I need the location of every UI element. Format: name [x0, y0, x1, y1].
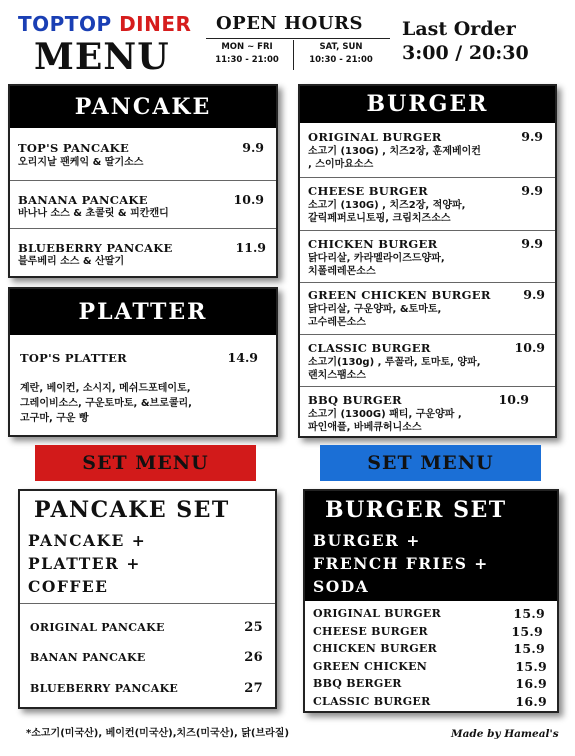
set-item-price: 15.9	[511, 624, 543, 639]
item-name: GREEN CHICKEN BURGER	[308, 288, 491, 302]
set-item-price: 26	[244, 650, 263, 665]
desc-line: 닭다리살, 구운양파, &토마토,	[308, 304, 442, 315]
desc-line: , 스이마요소스	[308, 159, 374, 170]
pancake-item	[10, 228, 276, 277]
pancake-item	[10, 128, 276, 180]
platter-price: 14.9	[227, 350, 258, 365]
burger-item	[300, 334, 555, 387]
set-menu-banner-left: SET MENU	[35, 445, 256, 481]
brand-part1: TOPTOP	[18, 12, 112, 36]
item-name: BBQ BURGER	[308, 393, 402, 407]
set-item-price: 15.9	[513, 606, 545, 621]
burger-title: BURGER	[300, 86, 555, 123]
desc-line: 소고기 (130G) , 치즈2장, 훈제베이컨	[308, 146, 481, 157]
set-item-name: BANAN PANCAKE	[30, 651, 146, 664]
desc-line: 파인애플, 바베큐허니소스	[308, 422, 422, 433]
set-item-name: CHICKEN BURGER	[313, 642, 438, 655]
item-name: CHICKEN BURGER	[308, 237, 438, 251]
set-item-price: 16.9	[515, 676, 547, 691]
pancake-item	[10, 180, 276, 229]
set-item-price: 25	[244, 620, 263, 635]
set-item-name: CLASSIC BURGER	[313, 695, 431, 708]
set-item-name: BLUEBERRY PANCAKE	[30, 682, 179, 695]
hours-separator	[293, 40, 294, 70]
set-item-name: BBQ BERGER	[313, 677, 402, 690]
item-price: 10.9	[233, 192, 264, 207]
item-desc	[308, 145, 481, 171]
item-desc	[308, 303, 441, 329]
platter-title: PLATTER	[10, 289, 276, 335]
burger-section	[298, 84, 557, 438]
pancake-set-title: PANCAKE SET	[34, 497, 230, 523]
platter-section	[8, 287, 278, 437]
desc-line: 그레이비소스, 구운토마토, &브로콜리,	[20, 398, 192, 409]
set-item-name: CHEESE BURGER	[313, 625, 428, 638]
set-item-name: ORIGINAL BURGER	[313, 607, 442, 620]
item-name: CHEESE BURGER	[308, 184, 428, 198]
item-desc	[308, 199, 465, 225]
item-desc: 바나나 소스 & 초콜릿 & 피칸캔디	[18, 208, 169, 219]
burger-item	[300, 123, 555, 177]
desc-line: 고구마, 구운 빵	[20, 413, 89, 424]
weekend-hours	[298, 41, 384, 67]
pancake-set-includes	[28, 529, 146, 598]
weekday-label: MON ~ FRI	[221, 42, 273, 52]
desc-line: 소고기 (1300G) 패티, 구운양파 ,	[308, 409, 462, 420]
item-price: 9.9	[521, 236, 543, 251]
platter-desc	[20, 381, 192, 426]
set-item-price: 27	[244, 681, 263, 696]
item-name: ORIGINAL BURGER	[308, 130, 442, 144]
weekend-label: SAT, SUN	[319, 42, 363, 52]
item-desc: 오리지날 팬케익 & 딸기소스	[18, 157, 144, 168]
set-item-price: 15.9	[515, 659, 547, 674]
item-price: 9.9	[521, 183, 543, 198]
pancake-section	[8, 84, 278, 278]
burger-item	[300, 386, 555, 437]
pancake-title: PANCAKE	[10, 86, 276, 128]
burger-item	[300, 282, 555, 335]
brand-name	[18, 12, 191, 36]
desc-line: 랜치스팸소스	[308, 370, 366, 381]
item-name: CLASSIC BURGER	[308, 341, 431, 355]
pancake-set-section	[18, 489, 277, 709]
item-price: 10.9	[514, 340, 545, 355]
desc-line: 닭다리살, 카라멜라이즈드양파,	[308, 253, 445, 264]
burger-set-section	[303, 489, 559, 713]
platter-name: TOP'S PLATTER	[20, 351, 128, 365]
desc-line: 고수레몬소스	[308, 317, 366, 328]
set-menu-banner-right: SET MENU	[320, 445, 541, 481]
desc-line: 소고기 (130G) , 치즈2장, 적양파,	[308, 200, 466, 211]
item-name: BLUEBERRY PANCAKE	[18, 241, 173, 255]
desc-line: 치폴레레몬소스	[308, 266, 376, 277]
desc-line: 계란, 베이컨, 소시지, 메쉬드포테이토,	[20, 383, 191, 394]
set-item-price: 16.9	[515, 694, 547, 709]
set-item-name: GREEN CHICKEN	[313, 660, 428, 673]
burger-set-title: BURGER SET	[325, 497, 507, 523]
item-price: 9.9	[523, 287, 545, 302]
item-name: TOP'S PANCAKE	[18, 141, 130, 155]
hours-divider-line	[206, 38, 390, 39]
item-desc	[308, 252, 445, 278]
item-price: 11.9	[235, 240, 266, 255]
last-order-times: 3:00 / 20:30	[402, 42, 529, 64]
include-line: SODA	[313, 577, 370, 596]
weekday-time: 11:30 - 21:00	[215, 55, 279, 65]
item-desc	[308, 356, 481, 382]
set-item-name: ORIGINAL PANCAKE	[30, 621, 165, 634]
burger-item	[300, 230, 555, 283]
weekday-hours	[204, 41, 290, 67]
set-item-price: 15.9	[513, 641, 545, 656]
weekend-time: 10:30 - 21:00	[309, 55, 373, 65]
origin-note: *소고기(미국산), 베이컨(미국산),치즈(미국산), 닭(브라질)	[26, 728, 290, 739]
include-line: FRENCH FRIES +	[313, 554, 489, 573]
set-divider	[20, 603, 275, 604]
item-price: 9.9	[242, 140, 264, 155]
burger-item	[300, 177, 555, 231]
desc-line: 소고기(130g) , 루꼴라, 토마토, 양파,	[308, 357, 481, 368]
brand-part2: DINER	[119, 12, 192, 36]
desc-line: 갈릭페퍼로니토핑, 크림치즈소스	[308, 213, 451, 224]
burger-set-includes	[313, 529, 489, 598]
menu-title: MENU	[34, 36, 170, 78]
open-hours-title: OPEN HOURS	[216, 13, 363, 34]
include-line: BURGER +	[313, 531, 421, 550]
include-line: COFFEE	[28, 577, 109, 596]
item-desc: 블루베리 소스 & 산딸기	[18, 256, 125, 267]
item-price: 9.9	[521, 129, 543, 144]
credit: Made by Hameal's	[451, 728, 559, 740]
include-line: PANCAKE +	[28, 531, 147, 550]
item-price: 10.9	[498, 392, 529, 407]
item-name: BANANA PANCAKE	[18, 193, 148, 207]
last-order-label: Last Order	[402, 18, 516, 40]
include-line: PLATTER +	[28, 554, 141, 573]
item-desc	[308, 408, 462, 434]
